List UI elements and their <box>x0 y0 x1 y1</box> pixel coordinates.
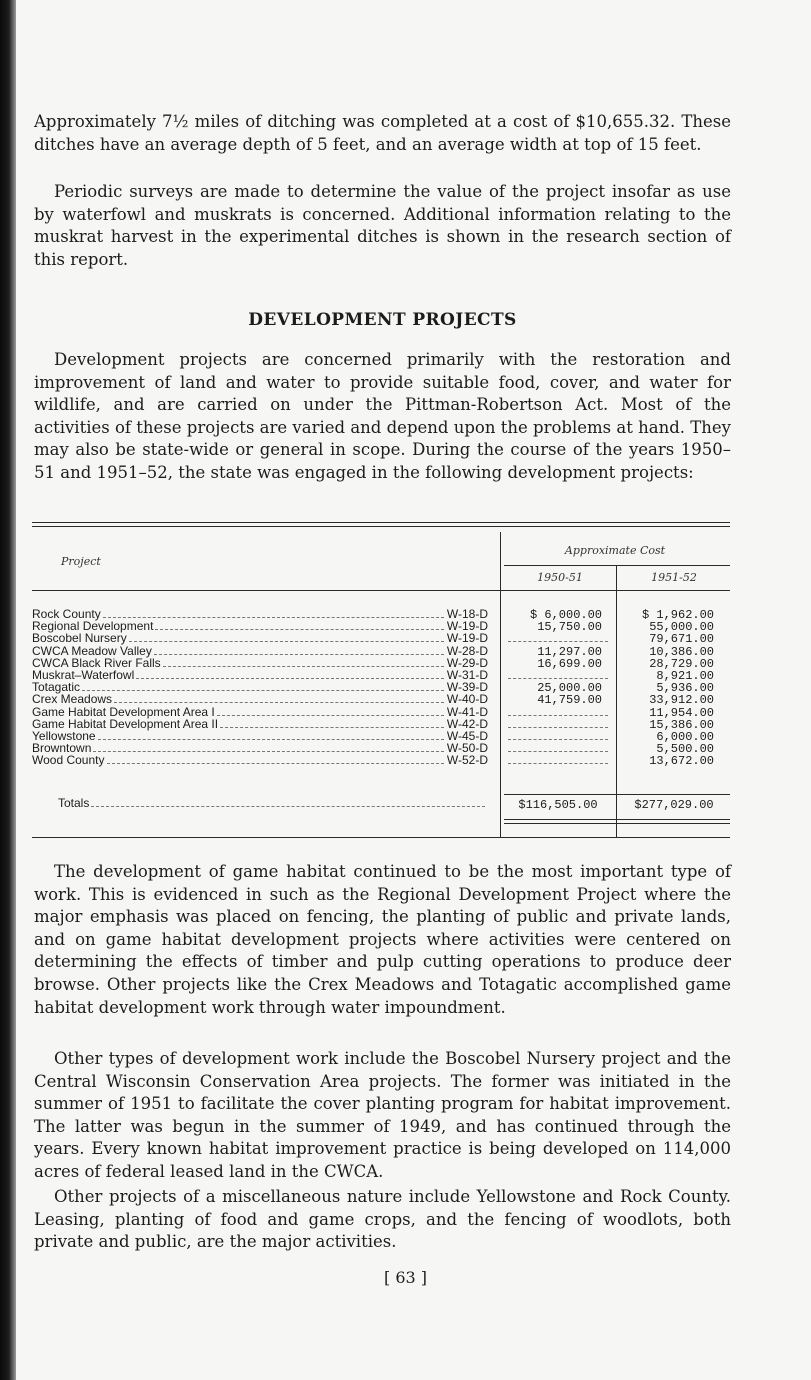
cost-1951-52: 55,000.00 <box>649 620 714 635</box>
project-code: W-39-D <box>446 680 488 695</box>
cost-1950-51: 25,000.00 <box>537 681 602 696</box>
project-code: W-19-D <box>446 619 488 634</box>
intro-paragraph-1: Approximately 7½ miles of ditching was completed at a cost of $10,655.32. These ditches have an average depth of 5 feet, and an average width at top of 15 feet. <box>34 112 731 154</box>
cost-1950-51: 16,699.00 <box>537 656 602 671</box>
year2-header: 1951-52 <box>651 571 697 584</box>
leader-dots <box>163 665 444 667</box>
table-row <box>32 669 488 681</box>
leader-dots <box>129 640 444 642</box>
project-code: W-40-D <box>446 692 488 707</box>
intro-paragraph-2: Periodic surveys are made to determine the value of the project insofar as use by waterfowl and muskrats is concerned. Additional information relating to the muskrat harvest in the experimental ditches is shown in the research section of this report. <box>34 182 731 269</box>
empty-cost-dash <box>508 750 608 752</box>
leader-dots <box>136 677 444 679</box>
cost-1950-51: 41,759.00 <box>537 693 602 708</box>
totals-row-label <box>58 797 488 809</box>
project-code: W-19-D <box>446 631 488 646</box>
project-name: Rock County <box>32 607 101 621</box>
table-bottom-rule <box>32 837 730 838</box>
project-name: Wood County <box>32 753 105 768</box>
project-code: W-41-D <box>446 704 488 719</box>
leader-dots <box>93 750 444 752</box>
table-row <box>32 632 488 644</box>
totals-top-rule <box>504 794 730 795</box>
cost-1950-51: 11,297.00 <box>537 644 602 659</box>
table-row <box>32 730 488 742</box>
project-code: W-45-D <box>446 729 488 743</box>
cost-1951-52: $ 1,962.00 <box>641 608 714 622</box>
empty-cost-dash <box>508 738 608 740</box>
totals-bottom-rule <box>504 819 730 820</box>
table-row <box>32 754 488 766</box>
project-name: Yellowstone <box>32 729 96 743</box>
leader-dots <box>91 805 485 807</box>
project-code: W-29-D <box>446 655 488 670</box>
leader-dots <box>155 628 443 630</box>
project-code: W-18-D <box>446 607 488 621</box>
empty-cost-dash <box>508 762 608 764</box>
cost-1951-52: 33,912.00 <box>649 693 714 708</box>
project-column-header: Project <box>61 555 101 568</box>
cost-1951-52: 5,500.00 <box>656 742 714 757</box>
project-name: Muskrat–Waterfowl <box>32 668 135 682</box>
project-name: CWCA Meadow Valley <box>32 643 152 658</box>
project-code: W-31-D <box>446 668 488 682</box>
cost-1950-51: $ 6,000.00 <box>529 608 602 622</box>
project-name: Boscobel Nursery <box>32 631 127 646</box>
project-name: Game Habitat Development Area II <box>32 716 219 731</box>
section-heading: DEVELOPMENT PROJECTS <box>248 310 517 330</box>
cost-1951-52: 28,729.00 <box>649 656 714 671</box>
project-code: W-50-D <box>446 741 488 756</box>
project-name: CWCA Black River Falls <box>32 655 161 670</box>
project-name: Game Habitat Development Area I <box>32 704 215 719</box>
leader-dots <box>103 616 444 618</box>
table-row <box>32 718 488 730</box>
cost-1951-52: 11,954.00 <box>649 705 714 720</box>
project-code: W-52-D <box>446 753 488 768</box>
cost-1951-52: 5,936.00 <box>656 681 714 696</box>
table-row <box>32 620 488 632</box>
leader-dots <box>217 714 444 716</box>
project-code: W-42-D <box>446 716 488 731</box>
section-paragraph: Development projects are concerned primarily with the restoration and improvement of land and water to provide suitable food, cover, and water for wildlife, and are carried on under the Pittman-Robertson Act. Most of the activities of these projects are varied and depend upon the problems at hand. They may also be state-wide or general in scope. During the course of the years 1950–51 and 1951–52, the state was engaged in the following development projects: <box>34 350 731 482</box>
project-code: W-28-D <box>446 643 488 658</box>
empty-cost-dash <box>508 726 608 728</box>
empty-cost-dash <box>508 714 608 716</box>
cost-1950-51: 15,750.00 <box>537 620 602 635</box>
leader-dots <box>98 738 444 740</box>
table-row <box>32 693 488 705</box>
leader-dots <box>114 701 444 703</box>
project-name: Crex Meadows <box>32 692 113 707</box>
header-bottom-rule <box>32 590 730 591</box>
cost-1951-52: 79,671.00 <box>649 632 714 647</box>
cost-1951-52: 8,921.00 <box>656 669 714 683</box>
cost-1951-52: 15,386.00 <box>649 717 714 732</box>
year1-header: 1950-51 <box>537 571 583 584</box>
leader-dots <box>220 726 444 728</box>
totals-label: Totals <box>58 796 90 810</box>
cost-1951-52: 10,386.00 <box>649 644 714 659</box>
table-row <box>32 657 488 669</box>
leader-dots <box>107 762 444 764</box>
table-row <box>32 681 488 693</box>
total-1950-51: $116,505.00 <box>518 798 598 812</box>
year-divider <box>616 565 617 837</box>
project-name: Regional Development <box>32 619 154 634</box>
table-row <box>32 645 488 657</box>
totals-bottom-rule-2 <box>504 823 730 824</box>
total-1951-52: $277,029.00 <box>634 798 714 812</box>
empty-cost-dash <box>508 677 608 679</box>
page-number: [ 63 ] <box>383 1268 427 1287</box>
closing-paragraph-1: The development of game habitat continued to be the most important type of work. This is evidenced in such as the Regional Development Project where the major emphasis was placed on fencing, the planting of public and private lands, and on game habitat development projects where activities were centered on determining the effects of timber and pulp cutting operations to produce deer browse. Other projects like the Crex Meadows and Totagatic accomplished game habitat development work through water impoundment. <box>34 862 731 1017</box>
project-name: Browntown <box>32 741 92 756</box>
cost-subheader-rule <box>504 565 730 566</box>
table-row <box>32 706 488 718</box>
project-name: Totagatic <box>32 680 81 695</box>
leader-dots <box>82 689 444 691</box>
closing-paragraph-3: Other projects of a miscellaneous nature include Yellowstone and Rock County. Leasing, planting of food and game crops, and the fencing of woodlots, both private and public, are the major activities. <box>34 1187 731 1252</box>
cost-1951-52: 13,672.00 <box>649 754 714 769</box>
leader-dots <box>154 653 444 655</box>
book-binding-edge <box>0 0 16 1380</box>
table-top-rule-2 <box>32 526 730 527</box>
empty-cost-dash <box>508 640 608 642</box>
cost-left-divider <box>500 532 501 837</box>
table-top-rule <box>32 522 730 523</box>
cost-column-header: Approximate Cost <box>564 544 666 557</box>
cost-1951-52: 6,000.00 <box>656 730 714 744</box>
table-row <box>32 742 488 754</box>
closing-paragraph-2: Other types of development work include the Boscobel Nursery project and the Central Wisconsin Conservation Area projects. The former was initiated in the summer of 1951 to facilitate the cover planting program for habitat improvement. The latter was begun in the summer of 1949, and has continued through the years. Every known habitat improvement practice is being developed on 114,000 acres of federal leased land in the CWCA. <box>34 1049 731 1181</box>
table-row <box>32 608 488 620</box>
